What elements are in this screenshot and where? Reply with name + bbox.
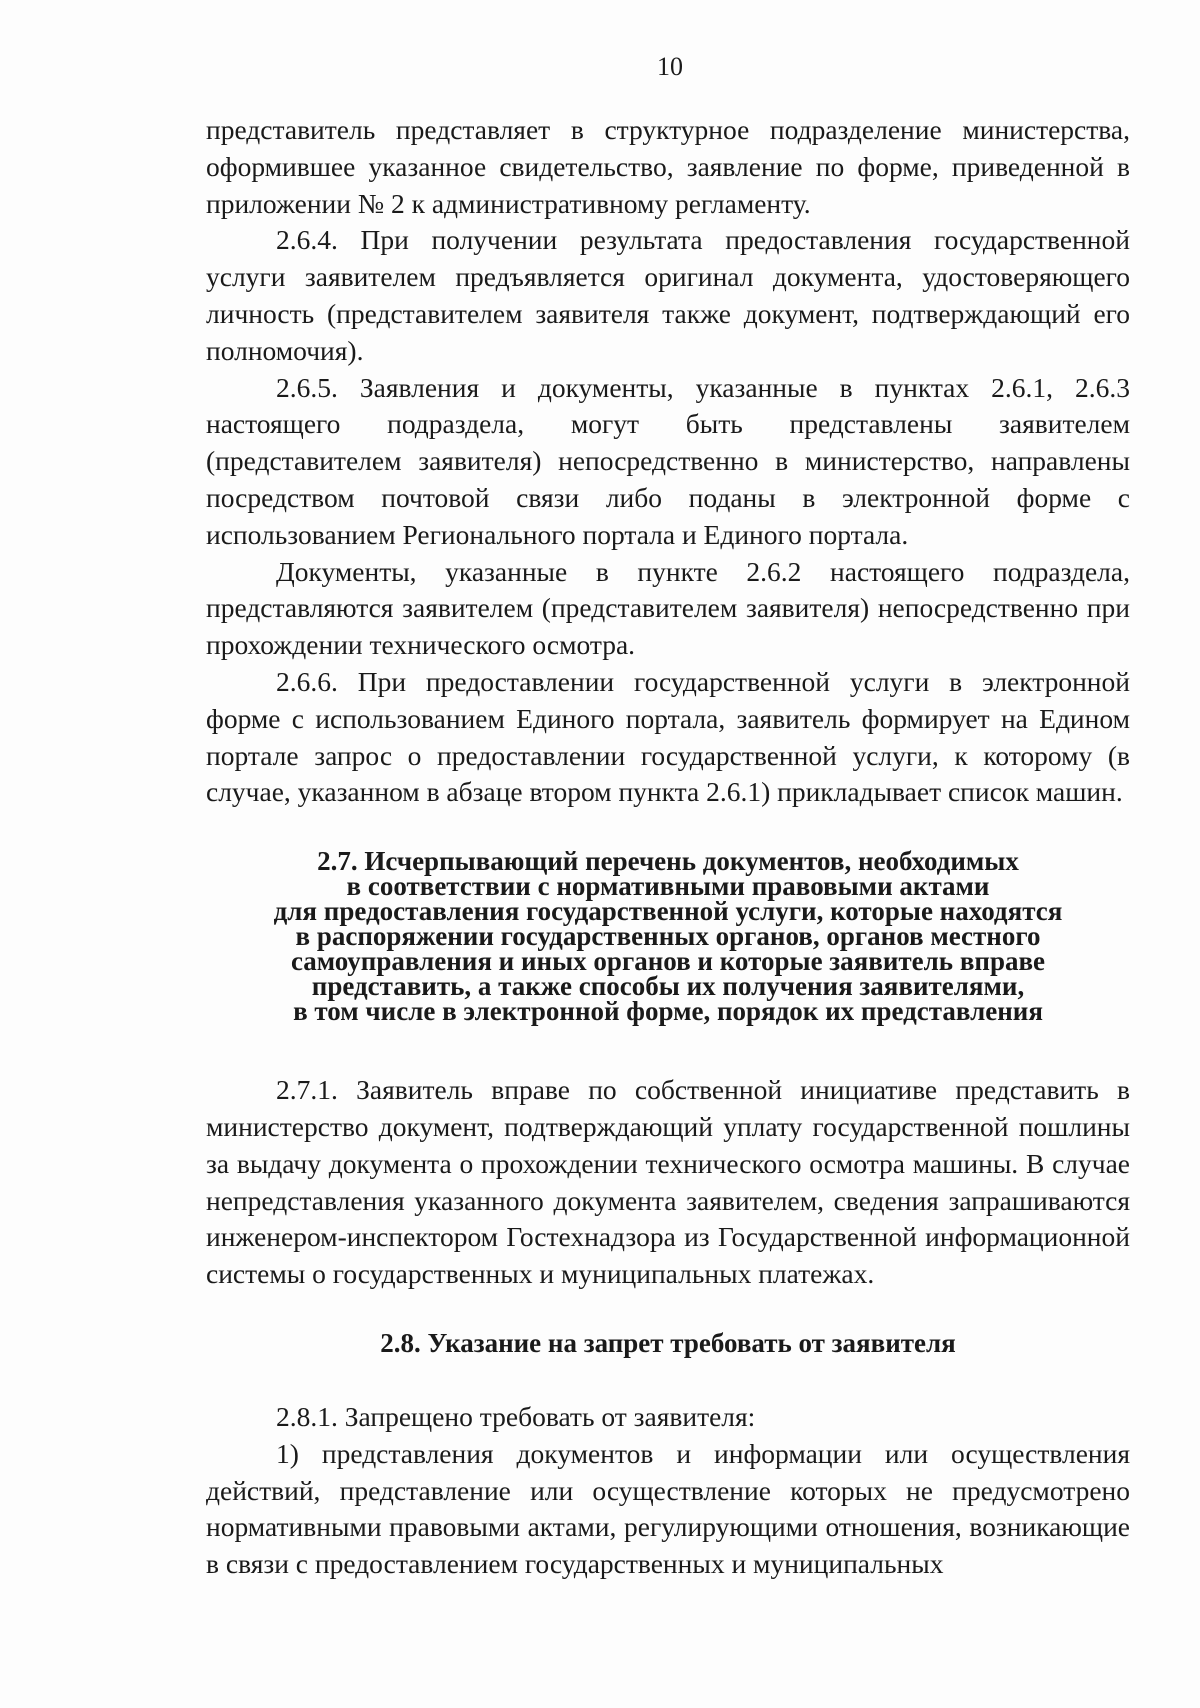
page-number: 10 [657, 52, 683, 81]
paragraph-2-8-1-item-1: 1) представления документов и информации или осуществления действий, представление или осуществление которых не предусмотрено нормативными правовыми актами, регулирующими отношения, возникающие в связи с предоставлением государственных и муниципальных [206, 1437, 1130, 1580]
heading-line: для предоставления государственной услуги, которые находятся [273, 896, 1063, 927]
section-heading-2-8: 2.8. Указание на запрет требовать от заявителя [380, 1327, 956, 1358]
paragraph-2-6-6: 2.6.6. При предоставлении государственной услуги в электронной форме с использованием Единого портала, заявитель формирует на Едином портале запрос о предоставлении государственной услуги, к которому (в случае, указанном в абзаце втором пункта 2.6.1) прикладывает список машин. [206, 665, 1130, 808]
heading-line: в соответствии с нормативными правовыми актами [346, 871, 990, 902]
heading-line: представить, а также способы их получения заявителями, [311, 971, 1025, 1002]
heading-line: 2.7. Исчерпывающий перечень документов, необходимых [317, 846, 1019, 877]
paragraph-2-7-1: 2.7.1. Заявитель вправе по собственной инициативе представить в министерство документ, подтверждающий уплату государственной пошлины за выдачу документа о прохождении технического осмотра машины. В случае непредставления указанного документа заявителем, сведения запрашиваются инженером-инспектором Гостехнадзора из Государственной информационной системы о государственных и муниципальных платежах. [206, 1074, 1130, 1290]
heading-line: самоуправления и иных органов и которые заявитель вправе [290, 946, 1046, 977]
heading-line: в распоряжении государственных органов, органов местного [295, 921, 1041, 952]
section-heading-2-7 [206, 846, 1130, 1027]
paragraph-documents-2-6-2: Документы, указанные в пункте 2.6.2 настоящего подраздела, представляются заявителем (представителем заявителя) непосредственно при прохождении технического осмотра. [206, 555, 1130, 661]
heading-line: в том числе в электронной форме, порядок их представления [293, 996, 1043, 1027]
paragraph-2-6-5: 2.6.5. Заявления и документы, указанные в пунктах 2.6.1, 2.6.3 настоящего подраздела, могут быть представлены заявителем (представителем заявителя) непосредственно в министерство, направлены посредством почтовой связи либо поданы в электронной форме с использованием Регионального портала и Единого портала. [206, 371, 1130, 550]
paragraph-2-8-1: 2.8.1. Запрещено требовать от заявителя: [276, 1400, 756, 1432]
paragraph-2-6-4: 2.6.4. При получении результата предоставления государственной услуги заявителем предъявляется оригинал документа, удостоверяющего личность (представителем заявителя также документ, подтверждающий его полномочия). [206, 224, 1130, 366]
document-body [206, 112, 1130, 1583]
paragraph-continuation: представитель представляет в структурное подразделение министерства, оформившее указанное свидетельство, заявление по форме, приведенной в приложении № 2 к административному регламенту. [206, 114, 1130, 219]
